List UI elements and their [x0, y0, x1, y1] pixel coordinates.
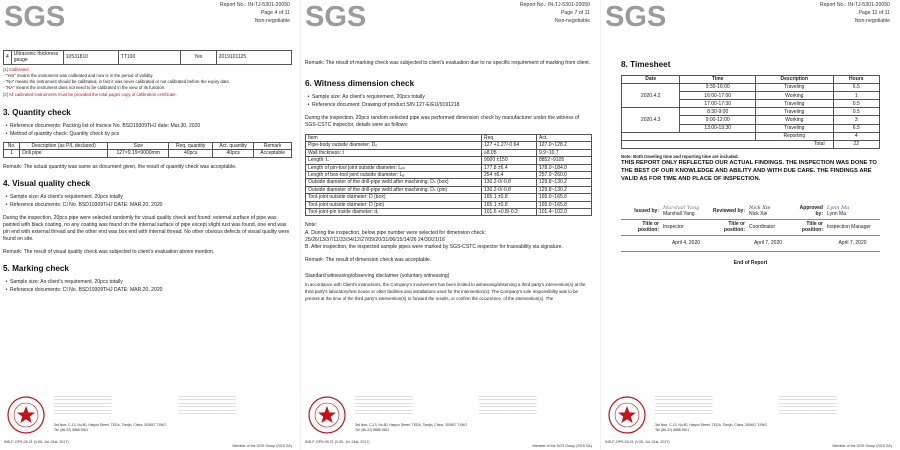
report-page-11: [600, 0, 900, 450]
table-header-row: Item Req. Act.: [306, 135, 592, 142]
table-row: Outside diameter of the drill-pipe weld after machining: Dₛ (box) 130.2-0/-0.8 129.8~130.2: [306, 179, 592, 186]
page-footer: [605, 393, 894, 450]
page-number: Page 7 of 11: [560, 10, 590, 16]
table-header-row: No. Description (as P/L declared) Size Req. quantity Act. quantity Remark: [4, 142, 292, 149]
list-item: • Sample size: As client's requirement, 20pcs totally: [5, 278, 123, 285]
disclaimer-paragraph: In accordance with Client's instructions, the Company's involvement has been limited to witnessing/observing a third party's intervention(s) at the third party's laboratory/test house or other facilities and installations used for the intervention(s). The Company's sole responsibility was to be present at the time of the third party's intervention(s) to forward the results, or confirm the occurrence, of the intervention(s). The: [305, 282, 586, 301]
table-row: Reporting 4: [622, 132, 880, 140]
note-numbers: 25/26/13/37/11/33/34/12/27/09/20/31/06/15/14/26 24/30/21/16: [305, 237, 445, 244]
table-row: 2020.4.2 9:30-16:00 Traveling 6.5: [622, 84, 880, 92]
note-title: Note:: [305, 222, 318, 229]
footer-terms: ________________________________________ ________________________________________ ________________________________________ ________________________________________ ________________________________________ ________________________________________: [355, 394, 413, 415]
table-row: Outside diameter of the drill-pipe weld after machining: Dₛ (pin) 130.2-0/-0.8 129.8~130.2: [306, 186, 592, 193]
page-number: Page 4 of 11: [260, 10, 290, 16]
list-item: • Reference documents: CI No. BSD19309THJ DATE: MAR.20, 2020: [5, 201, 163, 208]
report-number: Report No.: IN-TJ-5301-20050: [219, 2, 290, 8]
table-row: Tool-joint outside diameter: D (pin) 165.1 ±0.8 165.0~165.8: [306, 201, 592, 208]
negotiability: Non-negotiable: [554, 18, 590, 24]
footer-member: Member of the SGS Group (SGS SA): [532, 444, 592, 448]
sgs-logo: SGS: [305, 1, 367, 33]
marking-remark: Remark: The result of marking check was subjected to client's evaluation due to no specific requirement of marking from client.: [305, 60, 591, 66]
disclaimer-title: Standard witnessing/observing disclaimer (voluntary witnessing): [305, 273, 450, 280]
footer-member: Member of the SGS Group (SGS SA): [832, 444, 892, 448]
sgs-logo: SGS: [605, 1, 667, 33]
table-row: 4 Ultrasonic thickness gauge 10531810 TT100 Yes 2019101125: [4, 51, 292, 65]
footer-terms-2: ________________________________________ ________________________________________ ________________________________________ ________________________________________ ________________________________________ ________________________________________: [779, 394, 837, 415]
table-row: Length: L 9000 ±150 8852~9105: [306, 157, 592, 164]
timesheet-note: Note: Both traveling time and reporting time are included.: [621, 153, 739, 159]
footer-terms: ________________________________________ ________________________________________ ________________________________________ ________________________________________ ________________________________________ ________________________________________: [655, 394, 713, 415]
end-of-report: End of Report: [733, 259, 768, 266]
table-row: Total 22: [622, 140, 880, 148]
footer-form-code: IND-F-OPS-09-21 (V.05, Jul. 01st, 2017): [4, 440, 69, 444]
page-header-info: [520, 1, 590, 25]
report-number: Report No.: IN-TJ-5301-20050: [519, 2, 590, 8]
table-row: 16:00-17:00 Working 1: [622, 92, 880, 100]
table-row: 2020.4.3 8:30-9:00 Traveling 0.5: [622, 108, 880, 116]
approver-signature: Lynn Ma Lynn Ma: [825, 203, 880, 219]
visual-paragraph: During the inspection, 20pcs pipe were selected randomly for visual quality check and found: external surface of pipe was painted with black coating, no any coating was found on the internal surface of pipe except slight rust was found, one end was pin end with external thread and the other end was box end with internal thread. No other obvious defects of visual quality were found on site.: [3, 214, 290, 242]
witness-paragraph: During the inspection, 20pcs random selected pipe was performed dimension check by manufacturer under the witness of SGS-CSTC inspector, details were as follows:: [305, 115, 580, 128]
calibration-notes: [1] Calibrated - "Yes" means the instrument was calibrated and now is in the period of validity. - "No" means the instrument should be calibrated, in fact it was never calibrated or not calibrated before the expiry date. - "NA" means the instrument does not need to be calibrated in the view of its function. [2] All calibrated instruments must be provided the total pages copy of calibration certificate.: [3, 66, 231, 97]
list-item: • Method of quantity check: Quantity check by pcs: [5, 130, 120, 137]
issuer-signature: Marshall Yang Marshall Yang: [661, 203, 711, 219]
sgs-seal-icon: [607, 395, 647, 435]
table-row: 9:00-12:00 Working 3: [622, 116, 880, 124]
footer-address: 3rd floor, C-13, No.80, Haiyun Street, TEDA, Tianjin, China, 300457 TJ/NO Tel: (86-22) 5888 9301: [54, 423, 167, 432]
dimension-table: [305, 134, 592, 216]
page-footer: [305, 393, 594, 450]
table-row: Wall thickness: t ≥8.05 9.9~10.7: [306, 149, 592, 156]
signature-table: [621, 203, 880, 252]
section-visual-heading: 4. Visual quality check: [3, 178, 91, 188]
page-header-info: [820, 1, 890, 25]
page-header-info: [220, 1, 290, 25]
sgs-seal-icon: [307, 395, 347, 435]
note-a: A. During the inspection, below pipe number were selected for dimension check:: [305, 230, 486, 237]
report-page-4: [0, 0, 300, 450]
table-row: Length of pin-tool joint outside diameter: Lₚₙ 177.8 ±6.4 178.0~184.0: [306, 164, 592, 171]
list-item: • Sample size: As client's requirement, 20pcs totally: [5, 193, 123, 200]
quantity-remark: Remark: The actual quantity was same as document given, the result of quantity check was acceptable.: [3, 163, 237, 170]
table-row: April 4, 2020 April 7, 2020 April 7, 2020: [621, 235, 880, 251]
calibration-table: [3, 50, 292, 65]
list-item: • Reference documents: CI No. BSD19309THJ DATE: MAR.20, 2020: [5, 286, 163, 293]
section-quantity-heading: 3. Quantity check: [3, 107, 71, 117]
list-item: • Reference documents: Packing list of Invoice No. BSD19309THJ date: Mar.30, 2020: [5, 122, 201, 129]
table-row: 1 Drill pipe 127×9.19×9000mm 40pcs 40pcs Acceptable: [4, 150, 292, 157]
list-item: • Sample size: As client's requirement, 20pcs totally: [307, 94, 425, 100]
table-row: Title or position: Inspector Title or position: Coordinator Title or position: Inspection Manager: [621, 219, 880, 235]
findings-statement: THIS REPORT ONLY REFLECTED OUR ACTUAL FINDINGS. THE INSPECTION WAS DONE TO THE BEST OF OUR KNOWLEDGE AND ABILITY AND WITH DUE CARE. THE FINDINGS ARE VALID AS FOR TIME AND PLACE OF INSPECTION.: [621, 160, 877, 182]
table-row: Length of box-tool joint outside diameter: Lᵦ 254 ±6.4 257.0~260.0: [306, 172, 592, 179]
negotiability: Non-negotiable: [854, 18, 890, 24]
table-row: 17:00-17:30 Traveling 0.5: [622, 100, 880, 108]
negotiability: Non-negotiable: [254, 18, 290, 24]
page-number: Page 11 of 11: [858, 10, 890, 16]
footer-form-code: IND-F-OPS-09-21 (V.05, Jul. 01st, 2017): [605, 440, 670, 444]
footer-member: Member of the SGS Group (SGS SA): [232, 444, 292, 448]
quantity-table: [3, 142, 292, 158]
section-timesheet-heading: 8. Timesheet: [621, 60, 671, 69]
footer-terms-2: ________________________________________ ________________________________________ ________________________________________ ________________________________________ ________________________________________ ________________________________________: [479, 394, 537, 415]
page-footer: [4, 393, 294, 450]
table-row: Issued by: Marshall Yang Marshall Yang Reviewed by: Nick Xie Nick Xie Approved by: Lynn Ma Lynn Ma: [621, 203, 880, 219]
footer-address: 3rd floor, C-13, No.80, Haiyun Street, TEDA, Tianjin, China, 300457 TJ/NO Tel: (86-22) 5888 9301: [655, 423, 768, 432]
table-row: 13:00-19:30 Traveling 6.5: [622, 124, 880, 132]
section-marking-heading: 5. Marking check: [3, 263, 69, 273]
table-row: Tool-joint-pin inside diameter: dᵢ 101.6 +0.8/-0.2 101.4~102.0: [306, 209, 592, 216]
sgs-seal-icon: [6, 395, 46, 435]
dimension-remark: Remark: The result of dimension check was acceptable.: [305, 257, 432, 264]
footer-terms-2: ________________________________________ ________________________________________ ________________________________________ ________________________________________ ________________________________________ ________________________________________: [178, 394, 236, 415]
footer-address: 3rd floor, C-13, No.80, Haiyun Street, TEDA, Tianjin, China, 300457 TJ/NO Tel: (86-22) 5888 9301: [355, 423, 468, 432]
table-row: Pipe-body outside diameter: Dₒ 127 +1.27/-0.64 127.0~128.2: [306, 142, 592, 149]
table-row: Tool-joint outside diameter: D (box) 165.1 ±0.8 165.0~165.6: [306, 194, 592, 201]
reviewer-signature: Nick Xie Nick Xie: [747, 203, 789, 219]
timesheet-table: [621, 75, 880, 149]
visual-remark: Remark: The result of visual quality check was subjected to client's evaluation above mention.: [3, 248, 215, 255]
table-header-row: Date Time Description Hours: [622, 76, 880, 84]
report-page-7: [300, 0, 600, 450]
list-item: • Reference document: Drawing of product S/N 127-E/EU/9191218: [307, 102, 460, 108]
section-witness-heading: 6. Witness dimension check: [305, 79, 415, 88]
footer-terms: ________________________________________ ________________________________________ ________________________________________ ________________________________________ ________________________________________ ________________________________________: [54, 394, 112, 415]
report-number: Report No.: IN-TJ-5301-20050: [819, 2, 890, 8]
note-b: B. After inspection, the inspected sample pipes were marked by SGS-CSTC inspector for traceability via signature.: [305, 244, 563, 251]
sgs-logo: SGS: [4, 1, 66, 33]
footer-form-code: IND-F-OPS-09-21 (V.05, Jul. 01st, 2017): [305, 440, 370, 444]
